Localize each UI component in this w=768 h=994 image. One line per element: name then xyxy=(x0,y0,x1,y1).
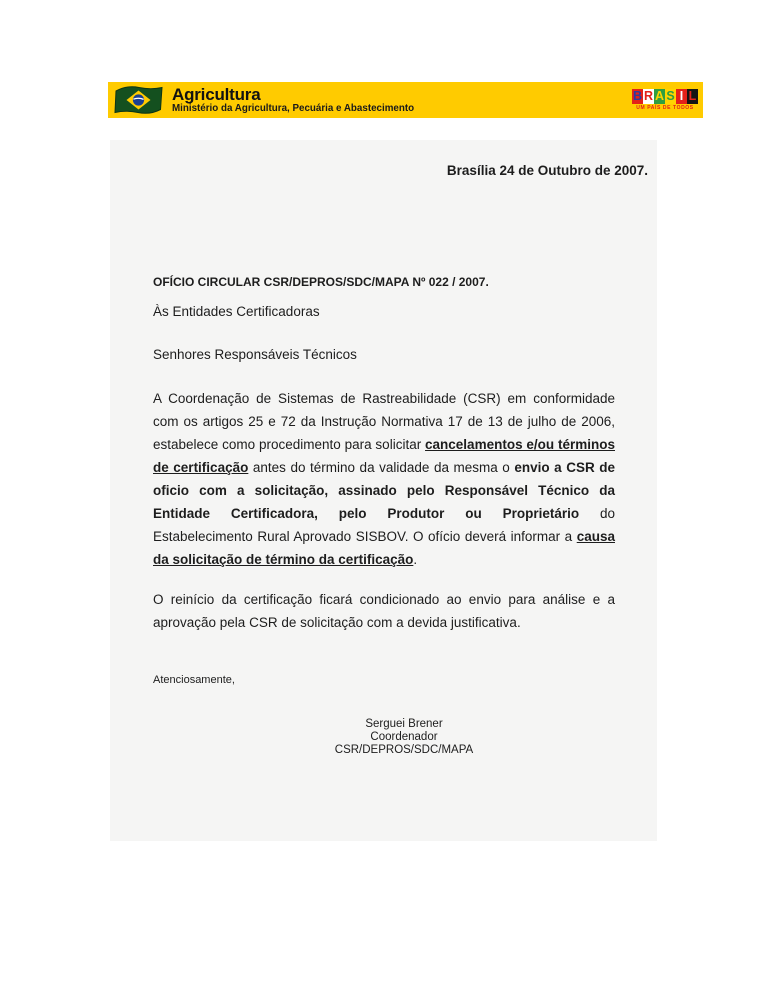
brasil-logo-tagline: UM PAÍS DE TODOS xyxy=(636,105,694,111)
brazil-flag-icon xyxy=(113,84,165,116)
signature-department: CSR/DEPROS/SDC/MAPA xyxy=(334,744,474,756)
letter-page xyxy=(110,140,657,841)
closing-line: Atenciosamente, xyxy=(153,674,235,686)
signature-title: Coordenador xyxy=(370,731,438,743)
signature-name: Serguei Brener xyxy=(365,718,443,730)
salutation-line: Senhores Responsáveis Técnicos xyxy=(153,347,357,362)
recipient-line: Às Entidades Certificadoras xyxy=(153,304,320,319)
ministry-subtitle: Ministério da Agricultura, Pecuária e Abastecimento xyxy=(172,102,415,114)
brasil-logo-letters: B R A S I L xyxy=(632,89,697,103)
body-paragraph-2: O reinício da certificação ficará condicionado ao envio para análise e a aprovação pela CSR de solicitação com a devida justificativa. xyxy=(153,592,615,630)
ministry-header-banner xyxy=(108,82,703,118)
signature-block xyxy=(153,718,615,757)
brasil-govt-logo xyxy=(632,89,698,111)
body-paragraph-1: A Coordenação de Sistemas de Rastreabilidade (CSR) em conformidade com os artigos 25 e 72 da Instrução Normativa 17 de 13 de julho de 2006, estabelece como procedimento para solicitar cancelamentos e/ou términos de certificação antes do término da validade da mesma o envio a CSR de oficio com a solicitação, assinado pelo Responsável Técnico da Entidade Certificadora, pelo Produtor ou Proprietário do Estabelecimento Rural Aprovado SISBOV. O ofício deverá informar a causa da solicitação de término da certificação. xyxy=(153,391,616,567)
reference-number: OFÍCIO CIRCULAR CSR/DEPROS/SDC/MAPA Nº 022 / 2007. xyxy=(153,275,489,289)
ministry-logo-text xyxy=(172,86,414,115)
agriculture-logo-title: Agricultura xyxy=(172,84,261,104)
date-line: Brasília 24 de Outubro de 2007. xyxy=(446,163,648,178)
